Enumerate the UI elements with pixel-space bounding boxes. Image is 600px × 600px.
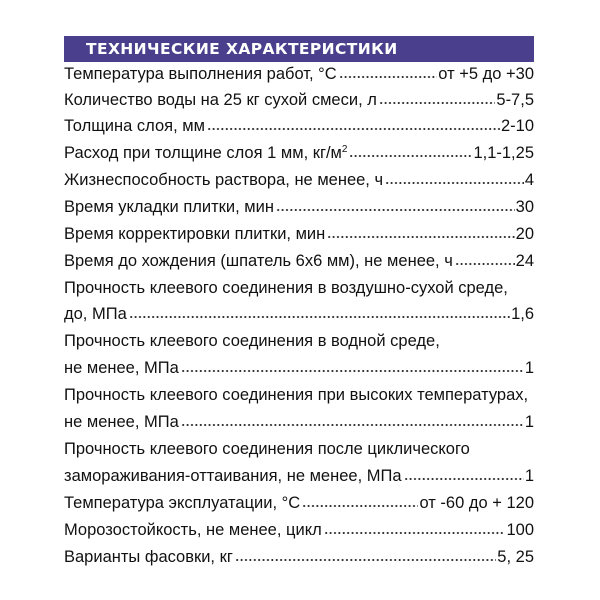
- spec-value: 30: [515, 198, 534, 216]
- spec-row-bond-dry: [64, 298, 534, 324]
- spec-row-water-amount: [64, 84, 534, 110]
- spec-row-bond-freeze: [64, 460, 534, 486]
- spec-value: 1,6: [511, 305, 534, 323]
- spec-value: 100: [506, 521, 534, 539]
- dot-leader: [455, 261, 515, 267]
- spec-label: Температура эксплуатации, °C: [64, 494, 301, 512]
- spec-row-frost-resistance: [64, 514, 534, 540]
- dot-leader: [379, 100, 496, 106]
- spec-value: 1: [524, 359, 534, 377]
- spec-row-correction-time: [64, 218, 534, 244]
- spec-label: не менее, МПа: [64, 413, 179, 431]
- spec-label: Жизнеспособность раствора, не менее, ч: [64, 171, 384, 189]
- spec-row-pot-life: [64, 164, 534, 190]
- spec-row-bond-heat: [64, 406, 534, 432]
- spec-value: от +5 до +30: [438, 65, 534, 83]
- spec-row-service-temperature: [64, 487, 534, 513]
- spec-value: 5, 25: [497, 548, 534, 566]
- dot-leader: [129, 314, 510, 320]
- spec-label: [64, 143, 347, 163]
- spec-row-layer-thickness: [64, 110, 534, 136]
- section-title: ТЕХНИЧЕСКИЕ ХАРАКТЕРИСТИКИ: [86, 40, 398, 58]
- spec-label: Время укладки плитки, мин: [64, 198, 274, 216]
- spec-value: 24: [515, 252, 534, 270]
- spec-label: Морозостойкость, не менее, цикл: [64, 521, 322, 539]
- dot-leader: [207, 126, 500, 132]
- spec-label: до, МПа: [64, 305, 127, 323]
- spec-row-bond-freeze-line1: [64, 433, 534, 459]
- spec-label: Прочность клеевого соединения в воздушно-сухой среде,: [64, 279, 508, 297]
- dot-leader: [324, 530, 506, 536]
- spec-value: 2-10: [500, 117, 534, 135]
- dot-leader: [339, 74, 438, 80]
- spec-label: Прочность клеевого соединения в водной среде,: [64, 332, 440, 350]
- spec-label: Толщина слоя, мм: [64, 117, 205, 135]
- spec-label: Температура выполнения работ, °C: [64, 65, 337, 83]
- spec-row-laying-time: [64, 191, 534, 217]
- spec-row-bond-dry-line1: [64, 272, 534, 298]
- dot-leader: [181, 368, 524, 374]
- spec-value: 20: [515, 225, 534, 243]
- spec-row-bond-heat-line1: [64, 379, 534, 405]
- spec-label: Время корректировки плитки, мин: [64, 225, 326, 243]
- spec-value: 1,1-1,25: [473, 144, 534, 162]
- dot-leader: [235, 557, 496, 563]
- dot-leader: [385, 180, 524, 186]
- spec-value: 5-7,5: [496, 91, 534, 109]
- spec-label: не менее, МПа: [64, 359, 179, 377]
- spec-label: Время до хождения (шпатель 6х6 мм), не менее, ч: [64, 252, 453, 270]
- spec-label-text: Расход при толщине слоя 1 мм, кг/м: [64, 144, 342, 162]
- spec-value: от -60 до + 120: [419, 494, 534, 512]
- spec-label: Варианты фасовки, кг: [64, 548, 233, 566]
- spec-row-bond-water: [64, 352, 534, 378]
- dot-leader: [349, 153, 472, 159]
- superscript: 2: [341, 144, 348, 155]
- spec-label: Прочность клеевого соединения после циклического: [64, 440, 470, 458]
- spec-row-bond-water-line1: [64, 325, 534, 351]
- specs-sheet: [64, 0, 534, 600]
- spec-value: 1: [524, 413, 534, 431]
- spec-row-walk-time: [64, 245, 534, 271]
- spec-row-work-temperature: [64, 58, 534, 84]
- spec-value: 1: [524, 467, 534, 485]
- spec-row-consumption: [64, 137, 534, 163]
- dot-leader: [276, 207, 515, 213]
- dot-leader: [404, 476, 524, 482]
- dot-leader: [181, 422, 524, 428]
- spec-label: Количество воды на 25 кг сухой смеси, л: [64, 91, 377, 109]
- spec-row-packaging: [64, 541, 534, 567]
- spec-label: замораживания-оттаивания, не менее, МПа: [64, 467, 402, 485]
- dot-leader: [327, 234, 514, 240]
- spec-value: 4: [524, 171, 534, 189]
- dot-leader: [302, 503, 418, 509]
- spec-label: Прочность клеевого соединения при высоких температурах,: [64, 386, 529, 404]
